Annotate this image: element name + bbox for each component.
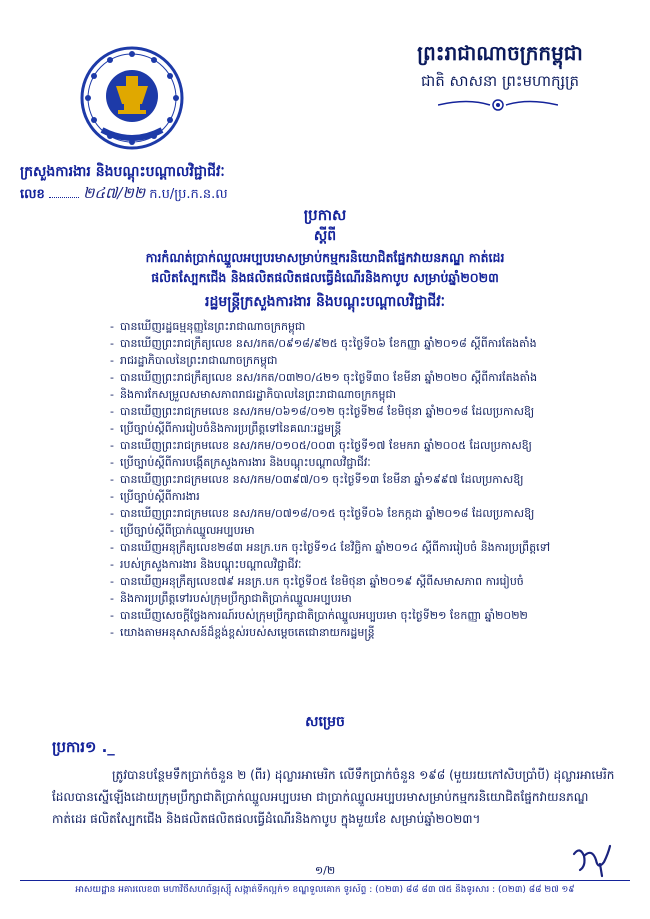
minister-title: រដ្ឋមន្ត្រីក្រសួងការងារ និងបណ្តុះបណ្តាលវិជ្ជាជីវៈ: [205, 294, 445, 310]
article-1-text: ត្រូវបានបន្ថែមទឹកប្រាក់ចំនួន ២ (ពីរ) ដុល្លារអាមេរិក លើទឹកប្រាក់ចំនួន ១៩៨ (មួយរយកៅសិបប្រាំបី) ដុល្លារអាមេរិក ដែលបានស្នើឡើងដោយក្រុមប្រឹក្សាជាតិប្រាក់ឈ្នួលអប្បបរមា ជាប្រាក់ឈ្នួលអប្បបរមាសម្រាប់កម្មករនិយោជិតផ្នែកវាយនភណ្ឌ កាត់ដេរ ផលិតស្បែកជើង និងផលិតផលិតផលធ្វើដំណើរនិងកាបូប ក្នុងមួយខែ សម្រាប់ឆ្នាំ២០២៣។: [52, 768, 615, 826]
list-item: - បានឃើញព្រះរាជក្រឹត្យលេខ នស/រកត/០៩១៨/៩២៥ ចុះថ្ងៃទី០៦ ខែកញ្ញា ឆ្នាំ២០១៨ ស្តីពីការតែងតាំង: [110, 335, 630, 352]
list-item: - បានឃើញរដ្ឋធម្មនុញ្ញនៃព្រះរាជាណាចក្រកម្ពុជា: [110, 318, 630, 335]
article-1-title: ប្រការ១ ._: [52, 738, 115, 756]
reference-suffix: ក.ប/ប្រ.ក.ន.ល: [149, 187, 228, 202]
list-item: - បានឃើញព្រះរាជក្រឹត្យលេខ នស/រកត/០៣២០/៤២១ ចុះថ្ងៃទី៣០ ខែមីនា ឆ្នាំ២០២០ ស្តីពីការតែងតាំង: [110, 369, 630, 386]
list-item: - និងការកែសម្រួលសមាសភាពរាជរដ្ឋាភិបាលនៃព្រះរាជាណាចក្រកម្ពុជា: [110, 386, 630, 403]
reference-number: ២៤៧/២២: [83, 184, 146, 202]
kingdom-title: ព្រះរាជាណាចក្រកម្ពុជា: [417, 41, 583, 65]
kingdom-heading: [360, 40, 640, 92]
handwritten-initials-icon: [570, 842, 614, 878]
list-item: - ប្រើច្បាប់ស្តីពីការបង្កើតក្រសួងការងារ និងបណ្តុះបណ្តាលវិជ្ជាជីវៈ: [110, 454, 630, 471]
list-item: - ប្រើច្បាប់ស្តីពីការរៀបចំនិងការប្រព្រឹត្តទៅនៃគណៈរដ្ឋមន្ត្រី: [110, 420, 630, 437]
subject-line-2: ផលិតស្បែកជើង និងផលិតផលិតផលធ្វើដំណើរនិងកាបូប សម្រាប់ឆ្នាំ២០២៣: [151, 270, 499, 285]
list-item: - និងការប្រព្រឹត្តទៅរបស់ក្រុមប្រឹក្សាជាតិប្រាក់ឈ្នួលអប្បបរមា: [110, 590, 630, 607]
list-item: - បានឃើញអនុក្រឹត្យលេខ២៨៣ អនក្រ.បក ចុះថ្ងៃទី១៤ ខែវិច្ឆិកា ឆ្នាំ២០១៤ ស្តីពីការរៀបចំ និងការប្រព្រឹត្តទៅ: [110, 539, 630, 556]
subject-line-1: ការកំណត់ប្រាក់ឈ្នួលអប្បបរមាសម្រាប់កម្មករនិយោជិតផ្នែកវាយនភណ្ឌ កាត់ដេរ: [145, 250, 505, 265]
footer-address: អាសយដ្ឋាន អគារលេខ៣ មហាវិថីសហព័ន្ធរុស្ស៊ី សង្កាត់ទឹកល្អក់១ ខណ្ឌទួលគោក ទូរស័ព្ទ : (០២៣) ៨៨ ៨៣ ៧៥ និងទូរសារ : (០២៣) ៨៨ ២៧ ១៩: [75, 885, 575, 895]
list-item: - បានឃើញព្រះរាជក្រមលេខ នស/រកម/០១០៥/០០៣ ចុះថ្ងៃទី១៧ ខែមករា ឆ្នាំ២០០៥ ដែលប្រកាសឱ្យ: [110, 437, 630, 454]
divider-ornament-icon: [438, 98, 558, 112]
legal-basis-list: [110, 318, 630, 641]
concerning-label: ស្តីពី: [313, 228, 337, 244]
list-item: - ប្រើច្បាប់ស្តីពីប្រាក់ឈ្នួលអប្បបរមា: [110, 522, 630, 539]
list-item: - បានឃើញសេចក្តីថ្លែងការណ៍របស់ក្រុមប្រឹក្សាជាតិប្រាក់ឈ្នួលអប្បបរមា ចុះថ្ងៃទី២១ ខែកញ្ញា ឆ្នាំ២០២២: [110, 607, 630, 624]
footer-divider: [20, 880, 630, 881]
list-item: - បានឃើញព្រះរាជក្រមលេខ នស/រកម/០៣៩៧/០១ ចុះថ្ងៃទី១៣ ខែមីនា ឆ្នាំ១៩៩៧ ដែលប្រកាសឱ្យ: [110, 471, 630, 488]
list-item: - បានឃើញព្រះរាជក្រមលេខ នស/រកម/០៦១៨/០១២ ចុះថ្ងៃទី២៨ ខែមិថុនា ឆ្នាំ២០១៨ ដែលប្រកាសឱ្យ: [110, 403, 630, 420]
page-number: ១/២: [314, 864, 336, 877]
decision-heading: សម្រេច: [305, 714, 345, 730]
reference-line: [20, 184, 228, 206]
national-motto: ជាតិ សាសនា ព្រះមហាក្សត្រ: [420, 72, 580, 90]
reference-dots: [49, 197, 79, 198]
ministry-name: ក្រសួងការងារ និងបណ្តុះបណ្តាលវិជ្ជាជីវៈ: [20, 164, 225, 180]
list-item: - បានឃើញព្រះរាជក្រមលេខ នស/រកម/០៧១៨/០១៥ ចុះថ្ងៃទី០៦ ខែកក្កដា ឆ្នាំ២០១៨ ដែលប្រកាសឱ្យ: [110, 505, 630, 522]
list-item: - បានឃើញអនុក្រឹត្យលេខ៧៩ អនក្រ.បក ចុះថ្ងៃទី០៥ ខែមិថុនា ឆ្នាំ២០១៩ ស្តីពីសមាសភាព ការរៀបចំ: [110, 573, 630, 590]
document-type-title: ប្រកាស: [303, 206, 347, 224]
ministry-seal-logo: [80, 46, 184, 150]
list-item: - រាជរដ្ឋាភិបាលនៃព្រះរាជាណាចក្រកម្ពុជា: [110, 352, 630, 369]
list-item: - យោងតាមអនុសាសន៍ដ៏ខ្ពង់ខ្ពស់របស់សម្តេចតេជោនាយករដ្ឋមន្ត្រី: [110, 624, 630, 641]
reference-label: លេខ: [20, 187, 45, 202]
list-item: - របស់ក្រសួងការងារ និងបណ្តុះបណ្តាលវិជ្ជាជីវៈ: [110, 556, 630, 573]
list-item: - ប្រើច្បាប់ស្តីពីការងារ: [110, 488, 630, 505]
